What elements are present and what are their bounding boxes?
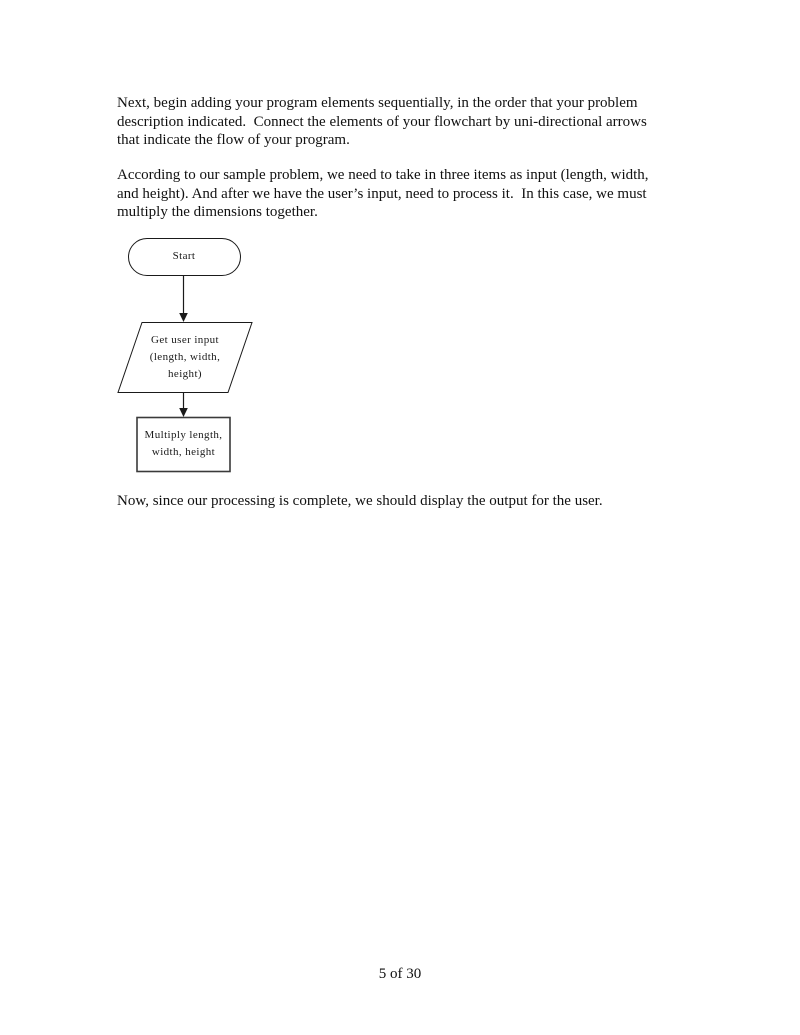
text-line: Get user input: [151, 334, 219, 346]
input-node-label: [118, 332, 252, 383]
flowchart: [100, 230, 270, 480]
flow-arrow-2-head: [179, 408, 188, 417]
paragraph-intro: [117, 94, 697, 150]
text-line: that indicate the flow of your program.: [117, 132, 350, 149]
paragraph-output: [117, 492, 697, 511]
page-number: 5 of 30: [378, 966, 422, 982]
text-line: Next, begin adding your program elements sequentially, in the order that your problem: [117, 95, 638, 111]
paragraph-sample-problem: [117, 166, 697, 222]
text-line: multiply the dimensions together.: [117, 204, 318, 221]
text-line: According to our sample problem, we need to take in three items as input (length, width,: [117, 167, 649, 183]
text-line: Now, since our processing is complete, we should display the output for the user.: [117, 493, 603, 509]
text-line: width, height: [151, 446, 216, 458]
text-line: Multiply length,: [144, 429, 223, 441]
text-line: (length, width,: [149, 351, 221, 363]
text-line: description indicated. Connect the elements of your flowchart by uni-directional arrows: [117, 113, 647, 130]
flow-arrow-1-head: [179, 313, 188, 322]
process-node-label: [137, 427, 230, 461]
start-node-label: [128, 238, 240, 275]
text-line: and height). And after we have the user’s input, need to process it. In this case, we must: [117, 185, 647, 202]
text-line: Start: [172, 250, 196, 262]
text-line: height): [168, 368, 202, 380]
